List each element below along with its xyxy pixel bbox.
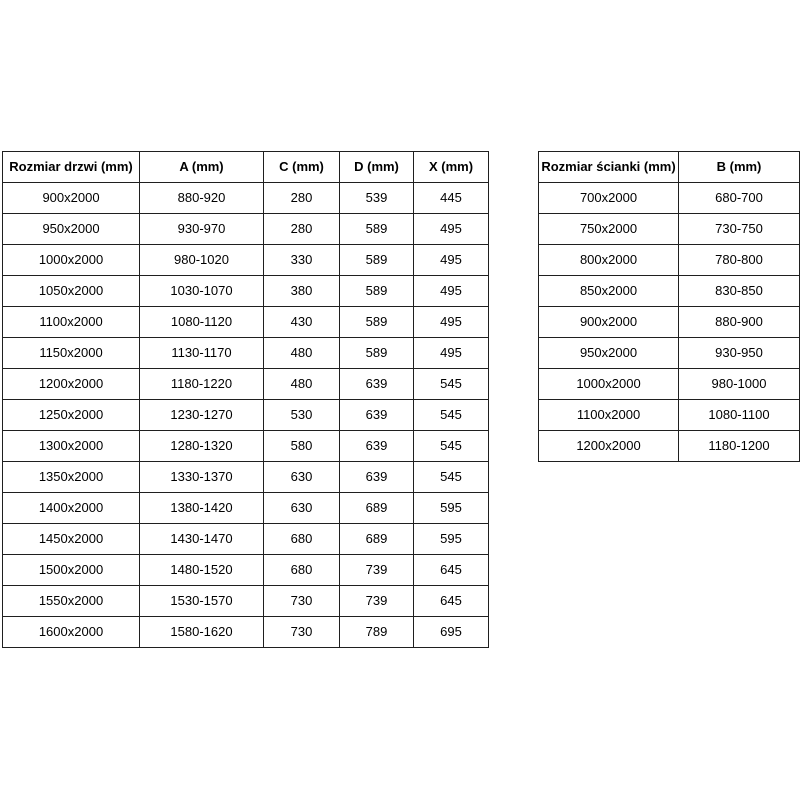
table-cell: 1330-1370	[140, 462, 264, 493]
table-row	[3, 183, 489, 214]
table-cell: 480	[264, 369, 340, 400]
table-cell: 780-800	[679, 245, 800, 276]
table-cell: 1180-1220	[140, 369, 264, 400]
table-cell: 950x2000	[3, 214, 140, 245]
table-cell: 545	[414, 400, 489, 431]
table-cell: 789	[340, 617, 414, 648]
table-cell: 880-900	[679, 307, 800, 338]
table-cell: 495	[414, 307, 489, 338]
table-cell: 980-1000	[679, 369, 800, 400]
table-cell: 1350x2000	[3, 462, 140, 493]
door-dimensions-table	[2, 151, 489, 648]
table-cell: 530	[264, 400, 340, 431]
table-cell: 595	[414, 493, 489, 524]
table-cell: 445	[414, 183, 489, 214]
table-header-cell: Rozmiar ścianki (mm)	[539, 152, 679, 183]
table-cell: 430	[264, 307, 340, 338]
table-cell: 1200x2000	[3, 369, 140, 400]
table-row	[3, 369, 489, 400]
table-cell: 645	[414, 586, 489, 617]
table-header-cell: Rozmiar drzwi (mm)	[3, 152, 140, 183]
table-cell: 1430-1470	[140, 524, 264, 555]
table-cell: 1000x2000	[3, 245, 140, 276]
table-row	[539, 307, 800, 338]
table-cell: 680	[264, 524, 340, 555]
table-cell: 545	[414, 369, 489, 400]
table-header-cell: B (mm)	[679, 152, 800, 183]
table-cell: 739	[340, 555, 414, 586]
table-cell: 980-1020	[140, 245, 264, 276]
table-cell: 639	[340, 431, 414, 462]
table-row	[539, 369, 800, 400]
table-cell: 639	[340, 369, 414, 400]
table-row	[3, 338, 489, 369]
table-cell: 280	[264, 183, 340, 214]
table-cell: 1030-1070	[140, 276, 264, 307]
table-cell: 545	[414, 462, 489, 493]
table-cell: 930-970	[140, 214, 264, 245]
table-cell: 330	[264, 245, 340, 276]
table-cell: 539	[340, 183, 414, 214]
table-cell: 800x2000	[539, 245, 679, 276]
table-row	[3, 400, 489, 431]
table-cell: 1130-1170	[140, 338, 264, 369]
table-cell: 645	[414, 555, 489, 586]
table-row	[3, 214, 489, 245]
wall-panel-dimensions-table	[538, 151, 800, 462]
table-row	[539, 276, 800, 307]
table-cell: 680-700	[679, 183, 800, 214]
table-cell: 750x2000	[539, 214, 679, 245]
table-header-cell: A (mm)	[140, 152, 264, 183]
table-cell: 280	[264, 214, 340, 245]
table-cell: 850x2000	[539, 276, 679, 307]
table-header-row	[539, 152, 800, 183]
table-cell: 1300x2000	[3, 431, 140, 462]
table-row	[3, 586, 489, 617]
table-cell: 595	[414, 524, 489, 555]
table-cell: 1000x2000	[539, 369, 679, 400]
table-cell: 495	[414, 338, 489, 369]
table-cell: 1500x2000	[3, 555, 140, 586]
table-header-row	[3, 152, 489, 183]
table-row	[3, 245, 489, 276]
table-row	[3, 555, 489, 586]
table-cell: 700x2000	[539, 183, 679, 214]
table-cell: 630	[264, 493, 340, 524]
table-cell: 1230-1270	[140, 400, 264, 431]
table-cell: 639	[340, 400, 414, 431]
table-cell: 739	[340, 586, 414, 617]
table-cell: 730	[264, 586, 340, 617]
table-cell: 589	[340, 276, 414, 307]
table-cell: 1050x2000	[3, 276, 140, 307]
table-row	[3, 431, 489, 462]
table-row	[539, 431, 800, 462]
table-cell: 1080-1120	[140, 307, 264, 338]
table-cell: 495	[414, 245, 489, 276]
table-cell: 689	[340, 524, 414, 555]
table-cell: 495	[414, 214, 489, 245]
table-cell: 589	[340, 338, 414, 369]
table-cell: 545	[414, 431, 489, 462]
table-cell: 630	[264, 462, 340, 493]
table-row	[539, 338, 800, 369]
table-cell: 880-920	[140, 183, 264, 214]
table-cell: 589	[340, 214, 414, 245]
table-cell: 680	[264, 555, 340, 586]
table-cell: 495	[414, 276, 489, 307]
table-cell: 1480-1520	[140, 555, 264, 586]
table-cell: 730-750	[679, 214, 800, 245]
table-cell: 1530-1570	[140, 586, 264, 617]
table-row	[3, 276, 489, 307]
table-cell: 1250x2000	[3, 400, 140, 431]
table-cell: 480	[264, 338, 340, 369]
table-cell: 1600x2000	[3, 617, 140, 648]
table-header-cell: D (mm)	[340, 152, 414, 183]
table-header-cell: C (mm)	[264, 152, 340, 183]
table-cell: 1580-1620	[140, 617, 264, 648]
table-row	[3, 493, 489, 524]
table-cell: 900x2000	[3, 183, 140, 214]
table-cell: 380	[264, 276, 340, 307]
table-cell: 1100x2000	[539, 400, 679, 431]
table-cell: 589	[340, 307, 414, 338]
table-cell: 1450x2000	[3, 524, 140, 555]
table-cell: 1550x2000	[3, 586, 140, 617]
table-row	[3, 462, 489, 493]
table-cell: 580	[264, 431, 340, 462]
table-cell: 1150x2000	[3, 338, 140, 369]
table-cell: 1400x2000	[3, 493, 140, 524]
table-cell: 1180-1200	[679, 431, 800, 462]
table-cell: 730	[264, 617, 340, 648]
table-cell: 1200x2000	[539, 431, 679, 462]
table-cell: 1080-1100	[679, 400, 800, 431]
table-cell: 695	[414, 617, 489, 648]
table-cell: 830-850	[679, 276, 800, 307]
table-row	[3, 617, 489, 648]
table-row	[539, 400, 800, 431]
table-header-cell: X (mm)	[414, 152, 489, 183]
table-row	[539, 245, 800, 276]
table-cell: 1100x2000	[3, 307, 140, 338]
table-row	[3, 307, 489, 338]
table-cell: 1280-1320	[140, 431, 264, 462]
table-cell: 689	[340, 493, 414, 524]
table-cell: 950x2000	[539, 338, 679, 369]
table-row	[539, 183, 800, 214]
table-cell: 639	[340, 462, 414, 493]
table-cell: 589	[340, 245, 414, 276]
table-row	[539, 214, 800, 245]
table-cell: 1380-1420	[140, 493, 264, 524]
table-cell: 900x2000	[539, 307, 679, 338]
table-row	[3, 524, 489, 555]
table-cell: 930-950	[679, 338, 800, 369]
